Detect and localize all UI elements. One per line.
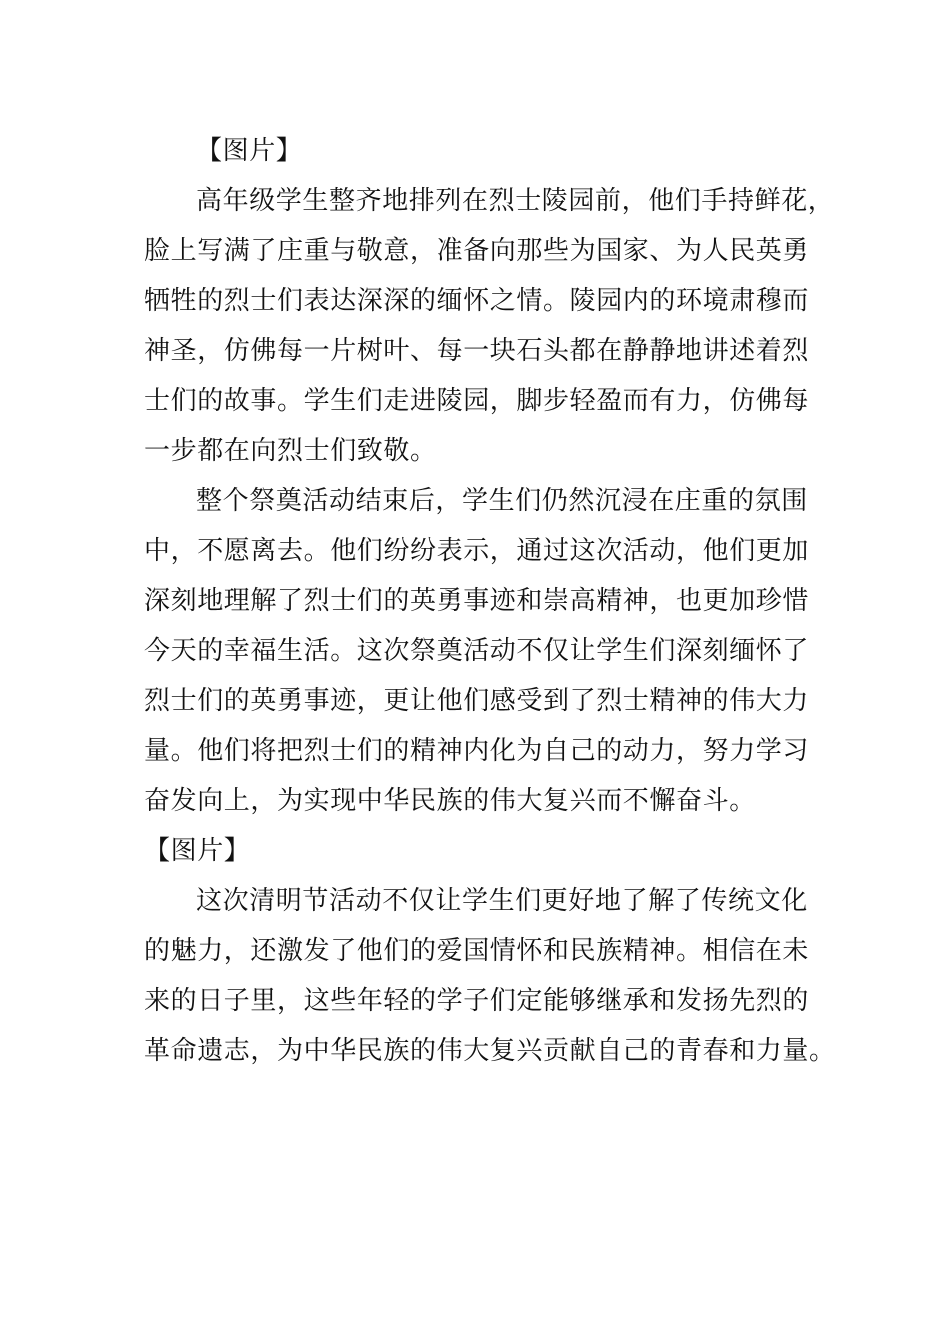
paragraph-line: 一步都在向烈士们致敬。 bbox=[144, 436, 437, 466]
paragraph-line: 这次清明节活动不仅让学生们更好地了解了传统文化 bbox=[196, 886, 808, 916]
paragraph-line: 牺牲的烈士们表达深深的缅怀之情。陵园内的环境肃穆而 bbox=[144, 286, 810, 316]
paragraph-line: 士们的故事。学生们走进陵园，脚步轻盈而有力，仿佛每 bbox=[144, 386, 810, 416]
paragraph-line: 中，不愿离去。他们纷纷表示，通过这次活动，他们更加 bbox=[144, 536, 810, 566]
paragraph-line: 深刻地理解了烈士们的英勇事迹和崇高精神，也更加珍惜 bbox=[144, 586, 810, 616]
paragraph-line: 神圣，仿佛每一片树叶、每一块石头都在静静地讲述着烈 bbox=[144, 336, 810, 366]
paragraph-line: 高年级学生整齐地排列在烈士陵园前，他们手持鲜花， bbox=[196, 186, 835, 216]
paragraph-line: 奋发向上，为实现中华民族的伟大复兴而不懈奋斗。 bbox=[144, 786, 756, 816]
paragraph-line: 革命遗志，为中华民族的伟大复兴贡献自己的青春和力量。 bbox=[144, 1036, 836, 1066]
paragraph-line: 来的日子里，这些年轻的学子们定能够继承和发扬先烈的 bbox=[144, 986, 810, 1016]
image-placeholder-label: 【图片】 bbox=[196, 136, 303, 166]
paragraph-line: 整个祭奠活动结束后，学生们仍然沉浸在庄重的氛围 bbox=[196, 486, 808, 516]
paragraph-line: 烈士们的英勇事迹，更让他们感受到了烈士精神的伟大力 bbox=[144, 686, 810, 716]
paragraph-line: 量。他们将把烈士们的精神内化为自己的动力，努力学习 bbox=[144, 736, 810, 766]
document-body bbox=[144, 126, 836, 1076]
paragraph-line: 今天的幸福生活。这次祭奠活动不仅让学生们深刻缅怀了 bbox=[144, 636, 810, 666]
paragraph-line: 脸上写满了庄重与敬意，准备向那些为国家、为人民英勇 bbox=[144, 236, 810, 266]
paragraph-line: 的魅力，还激发了他们的爱国情怀和民族精神。相信在未 bbox=[144, 936, 810, 966]
image-placeholder-label: 【图片】 bbox=[144, 836, 251, 866]
